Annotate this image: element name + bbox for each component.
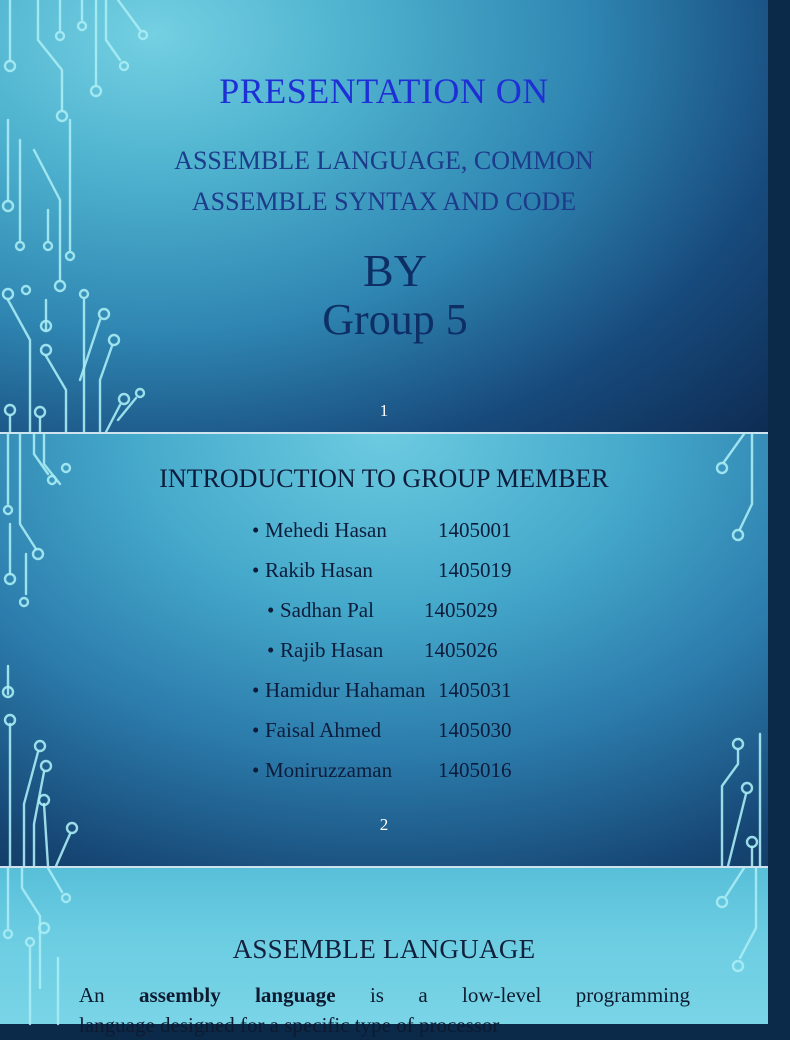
slide-number-2: 2 xyxy=(379,815,389,834)
member-row xyxy=(267,598,498,623)
bullet: • xyxy=(267,598,275,622)
slide-3 xyxy=(0,868,768,1037)
member-row xyxy=(252,678,512,703)
subtitle-line-1: ASSEMBLE LANGUAGE, COMMON xyxy=(174,146,594,175)
member-row xyxy=(252,718,512,743)
paragraph-line-2: language designed for a specific type of processor xyxy=(79,1013,500,1037)
word: is xyxy=(369,983,384,1007)
bullet: • xyxy=(252,558,260,582)
member-id: 1405029 xyxy=(424,598,498,622)
bullet: • xyxy=(252,678,260,702)
member-name: Sadhan Pal xyxy=(280,598,374,622)
member-id: 1405019 xyxy=(438,558,512,582)
member-name: Rakib Hasan xyxy=(265,558,373,582)
slide-2 xyxy=(0,434,768,866)
word: a xyxy=(418,983,428,1007)
slide-3-title: ASSEMBLE LANGUAGE xyxy=(232,934,536,964)
word: programming xyxy=(575,983,690,1007)
member-id: 1405016 xyxy=(438,758,512,782)
member-name: Rajib Hasan xyxy=(280,638,384,662)
member-id: 1405001 xyxy=(438,518,512,542)
member-id: 1405030 xyxy=(438,718,512,742)
subtitle-line-2: ASSEMBLE SYNTAX AND CODE xyxy=(191,187,577,216)
group-label: Group 5 xyxy=(322,295,468,344)
slide-1-subtitle xyxy=(0,140,768,222)
bullet: • xyxy=(252,718,260,742)
circuit-decoration xyxy=(0,434,768,866)
word: low-level xyxy=(462,983,542,1007)
bullet: • xyxy=(252,518,260,542)
member-name: Faisal Ahmed xyxy=(265,718,382,742)
slide-2-title: INTRODUCTION TO GROUP MEMBER xyxy=(159,464,609,493)
paragraph-line-1 xyxy=(79,980,690,1010)
member-row xyxy=(267,638,498,663)
slide-1 xyxy=(0,0,768,432)
by-label: BY xyxy=(363,245,427,296)
slide-number-1: 1 xyxy=(379,401,389,420)
member-row xyxy=(252,518,512,543)
member-name: Hamidur Hahaman xyxy=(265,678,426,702)
slide-1-title: PRESENTATION ON xyxy=(219,71,549,111)
member-name: Mehedi Hasan xyxy=(265,518,387,542)
word-bold: assembly xyxy=(139,983,221,1007)
word-bold: language xyxy=(255,983,336,1007)
member-id: 1405026 xyxy=(424,638,498,662)
member-name: Moniruzzaman xyxy=(265,758,393,782)
member-id: 1405031 xyxy=(438,678,512,702)
member-row xyxy=(252,758,512,783)
bullet: • xyxy=(252,758,260,782)
bullet: • xyxy=(267,638,275,662)
member-row xyxy=(252,558,512,583)
slide-3-paragraph xyxy=(79,980,690,1040)
word: An xyxy=(79,983,105,1007)
